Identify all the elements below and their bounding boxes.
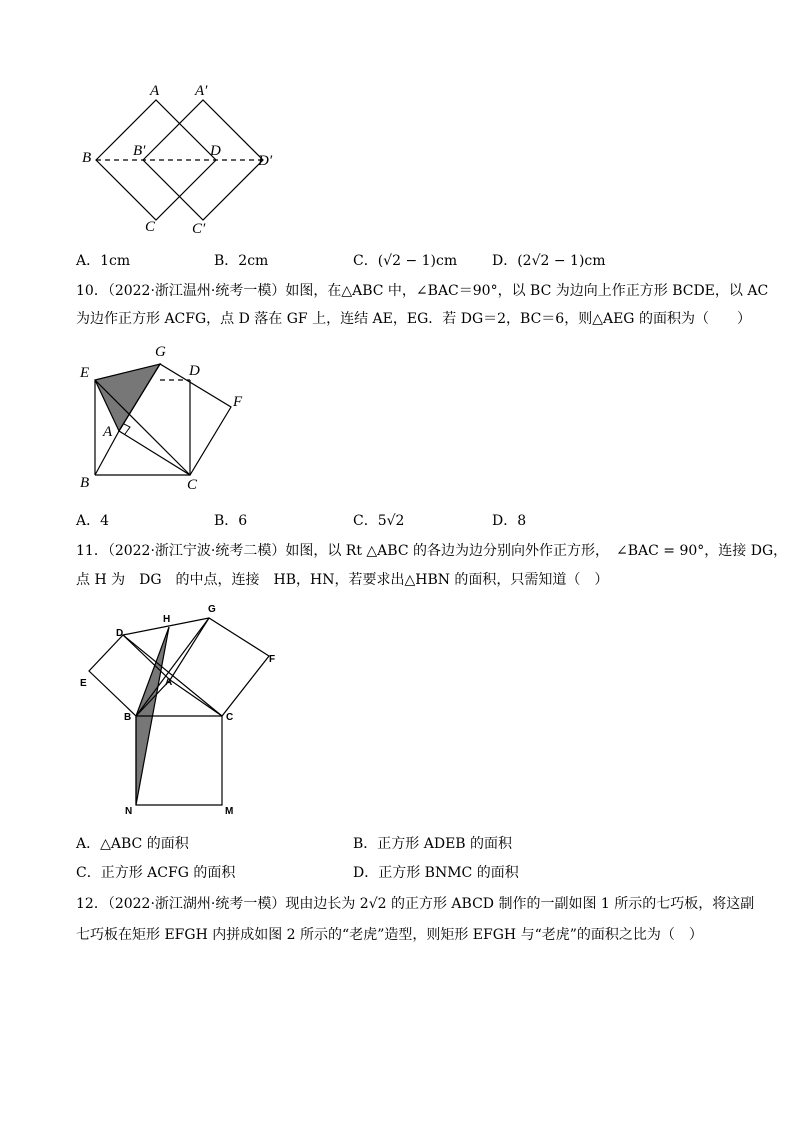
q10-option-c[interactable]: C．5√2 bbox=[353, 513, 405, 529]
label-E: E bbox=[80, 365, 90, 381]
label-G: G bbox=[208, 604, 216, 615]
label-B: B bbox=[124, 712, 132, 723]
label-B-prime: B′ bbox=[133, 143, 146, 159]
label-N: N bbox=[125, 806, 133, 817]
label-D: D bbox=[116, 628, 124, 639]
q11-option-a[interactable]: A．△ABC 的面积 bbox=[76, 836, 189, 852]
label-D: D bbox=[210, 143, 221, 159]
label-A: A bbox=[150, 83, 160, 99]
q11-option-b[interactable]: B．正方形 ADEB 的面积 bbox=[353, 836, 513, 852]
figure-q9-diagram bbox=[80, 80, 280, 240]
label-C-prime: C′ bbox=[192, 221, 206, 237]
label-C: C bbox=[226, 712, 234, 723]
label-D-prime: D′ bbox=[258, 153, 273, 169]
label-F: F bbox=[269, 654, 276, 665]
q9-option-b[interactable]: B．2cm bbox=[214, 253, 269, 269]
label-A: A bbox=[103, 424, 113, 440]
label-B: B bbox=[82, 150, 92, 166]
label-C: C bbox=[187, 477, 198, 493]
label-D: D bbox=[189, 363, 200, 379]
figure-q10 bbox=[75, 340, 275, 500]
label-B: B bbox=[80, 475, 90, 491]
q12-stem-line1: 12．（2022·浙江湖州·统考一模）现由边长为 2√2 的正方形 ABCD 制作的一副如图 1 所示的七巧板，将这副 bbox=[76, 896, 755, 912]
figure-q11-diagram bbox=[75, 598, 295, 823]
label-H: H bbox=[163, 614, 171, 625]
label-A-prime: A′ bbox=[195, 83, 208, 99]
figure-q11 bbox=[75, 598, 295, 823]
label-F: F bbox=[233, 394, 243, 410]
q9-option-d[interactable]: D．(2√2 − 1)cm bbox=[492, 253, 606, 269]
q9-option-c[interactable]: C．(√2 − 1)cm bbox=[353, 253, 458, 269]
label-M: M bbox=[225, 806, 234, 817]
q11-option-c[interactable]: C．正方形 ACFG 的面积 bbox=[76, 865, 236, 881]
q11-stem-line2: 点 H 为 DG 的中点，连接 HB，HN，若要求出△HBN 的面积，只需知道（ ） bbox=[76, 572, 609, 588]
q10-stem-line2: 为边作正方形 ACFG，点 D 落在 GF 上，连结 AE，EG．若 DG＝2，BC＝6，则△AEG 的面积为（ ） bbox=[76, 311, 751, 327]
figure-q10-diagram bbox=[75, 340, 275, 500]
q11-option-d[interactable]: D．正方形 BNMC 的面积 bbox=[353, 865, 519, 881]
label-C: C bbox=[145, 219, 156, 235]
label-A: A bbox=[165, 677, 173, 688]
q12-stem-line2: 七巧板在矩形 EFGH 内拼成如图 2 所示的“老虎”造型，则矩形 EFGH 与“老虎”的面积之比为（ ） bbox=[76, 927, 703, 943]
figure-q9 bbox=[80, 80, 280, 240]
q10-option-b[interactable]: B．6 bbox=[214, 513, 248, 529]
q11-stem-line1: 11．（2022·浙江宁波·统考二模）如图，以 Rt △ABC 的各边为边分别向外作正方形， ∠BAC = 90°，连接 DG， bbox=[76, 543, 788, 559]
label-E: E bbox=[80, 678, 87, 689]
q10-stem-line1: 10．（2022·浙江温州·统考一模）如图，在△ABC 中，∠BAC＝90°，以 BC 为边向上作正方形 BCDE，以 AC bbox=[76, 283, 769, 299]
q10-option-d[interactable]: D．8 bbox=[492, 513, 527, 529]
q9-option-a[interactable]: A．1cm bbox=[76, 253, 131, 269]
label-G: G bbox=[155, 344, 166, 360]
q10-option-a[interactable]: A．4 bbox=[76, 513, 110, 529]
